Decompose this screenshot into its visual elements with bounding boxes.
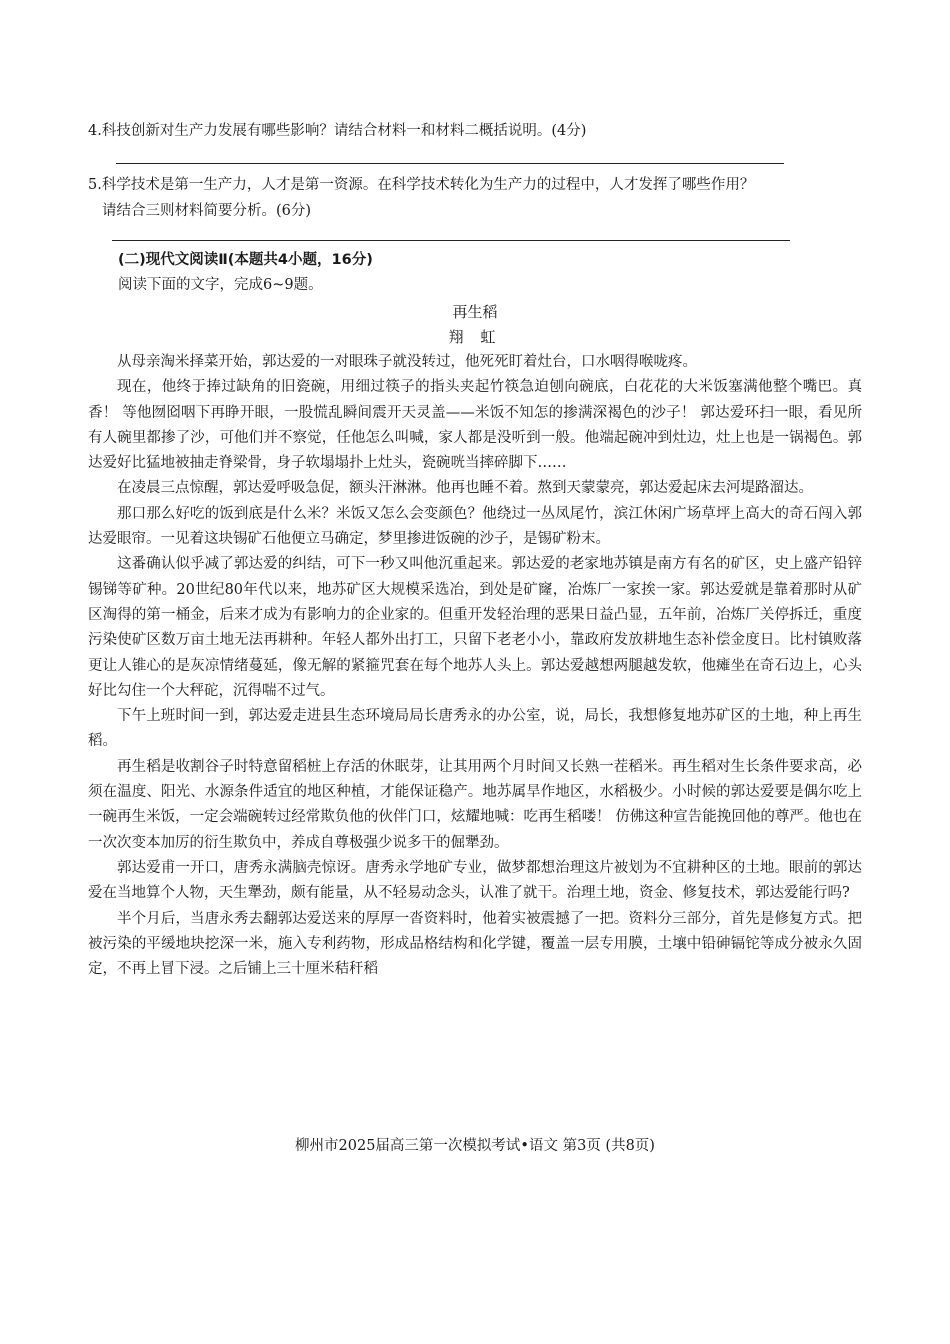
question-5-text: 5.科学技术是第一生产力，人才是第一资源。在科学技术转化为生产力的过程中，人才发挥了哪些作用？ <box>88 177 755 193</box>
article-title: 再生稻 <box>452 303 498 321</box>
page-footer: 柳州市2025届高三第一次模拟考试•语文 第3页 (共8页) <box>295 1138 655 1154</box>
article-body <box>88 350 862 982</box>
article-paragraph: 下午上班时间一到，郭达爱走进县生态环境局局长唐秀永的办公室，说，局长，我想修复地苏矿区的土地，种上再生稻。 <box>88 708 862 750</box>
article-paragraph: 那口那么好吃的饭到底是什么米？米饭又怎么会变颜色？他绕过一丛凤尾竹，滨江休闲广场草坪上高大的奇石闯入郭达爱眼帘。一见着这块锡矿石他便立马确定，梦里掺进饭碗的沙子，是锡矿粉末。 <box>88 505 862 548</box>
question-5 <box>88 172 878 224</box>
question-5-text-continued: 请结合三则材料简要分析。(6分) <box>102 203 312 219</box>
article-paragraph: 在凌晨三点惊醒，郭达爱呼吸急促，额头汗淋淋。他再也睡不着。熬到天蒙蒙亮，郭达爱起床去河堤路溜达。 <box>117 480 813 497</box>
question-4 <box>88 118 878 144</box>
question-4-text: 4.科技创新对生产力发展有哪些影响？请结合材料一和材料二概括说明。(4分) <box>88 123 587 139</box>
article-paragraph: 从母亲淘米择菜开始，郭达爱的一对眼珠子就没转过，他死死盯着灶台，口水咽得喉咙疼。 <box>117 354 697 370</box>
section-instruction: 阅读下面的文字，完成6~9题。 <box>118 277 323 293</box>
answer-line <box>116 163 784 164</box>
article-author: 翔 虹 <box>448 328 502 346</box>
article-paragraph: 郭达爱甫一开口，唐秀永满脑壳惊讶。唐秀永学地矿专业，做梦都想治理这片被划为不宜耕种区的土地。眼前的郭达爱在当地算个人物，天生犟劲，颇有能量，从不轻易动念头，认准了就干。治理土地，资金、修复技术，郭达爱能行吗? <box>88 859 862 902</box>
answer-line <box>112 240 790 241</box>
article-paragraph: 现在，他终于捧过缺角的旧瓷碗，用细过筷子的指头夹起竹筷急迫刨向碗底，白花花的大米饭塞满他整个嘴巴。真香！ 等他囫囵咽下再睁开眼，一股慌乱瞬间震开天灵盖——米饭不知怎的掺满深褐色的沙子！ 郭达爱环扫一眼，看见所有人碗里都掺了沙，可他们并不察觉，任他怎么叫喊，家人都是没听到一般。他端起碗冲到灶边，灶上也是一锅褐色。郭达爱好比猛地被抽走脊梁骨，身子软塌塌扑上灶头，瓷碗咣当摔碎脚下…… <box>88 379 862 472</box>
article-paragraph: 半个月后，当唐永秀去翻郭达爱送来的厚厚一沓资料时，他着实被震撼了一把。资料分三部分，首先是修复方式。把被污染的平缓地块挖深一米，施入专利药物，形成品格结构和化学键，覆盖一层专用膜，土壤中铅砷镉铊等成分被永久固定，不再上冒下浸。之后铺上三十厘米秸秆稻 <box>88 910 862 978</box>
article-paragraph: 这番确认似乎减了郭达爱的纠结，可下一秒又叫他沉重起来。郭达爱的老家地苏镇是南方有名的矿区，史上盛产铅锌锡锑等矿种。20世纪80年代以来，地苏矿区大规模采选冶，到处是矿窿，冶炼厂一家挨一家。郭达爱就是靠着那时从矿区淘得的第一桶金，后来才成为有影响力的企业家的。但重开发轻治理的恶果日益凸显，五年前，冶炼厂关停拆迁，重度污染使矿区数万亩土地无法再耕种。年轻人都外出打工，只留下老老小小，靠政府发放耕地生态补偿金度日。比村镇败落更让人锥心的是灰凉情绪蔓延，像无解的紧箍咒套在每个地苏人头上。郭达爱越想两腿越发软，他瘫坐在奇石边上，心头好比勾住一个大秤砣，沉得喘不过气。 <box>88 556 862 699</box>
article-paragraph: 再生稻是收割谷子时特意留稻桩上存活的休眠芽，让其用两个月时间又长熟一茬稻米。再生稻对生长条件要求高，必须在温度、阳光、水源条件适宜的地区种植，才能保证稳产。地苏属旱作地区，水稻极少。小时候的郭达爱要是偶尔吃上一碗再生米饭，一定会端碗转过经常欺负他的伙伴门口，炫耀地喊：吃再生稻喽！ 仿佛这种宣告能挽回他的尊严。他也在一次次变本加厉的衍生欺负中，养成自尊极强少说多干的倔犟劲。 <box>88 758 862 851</box>
section-title: (二)现代文阅读Ⅱ(本题共4小题，16分) <box>118 252 373 268</box>
